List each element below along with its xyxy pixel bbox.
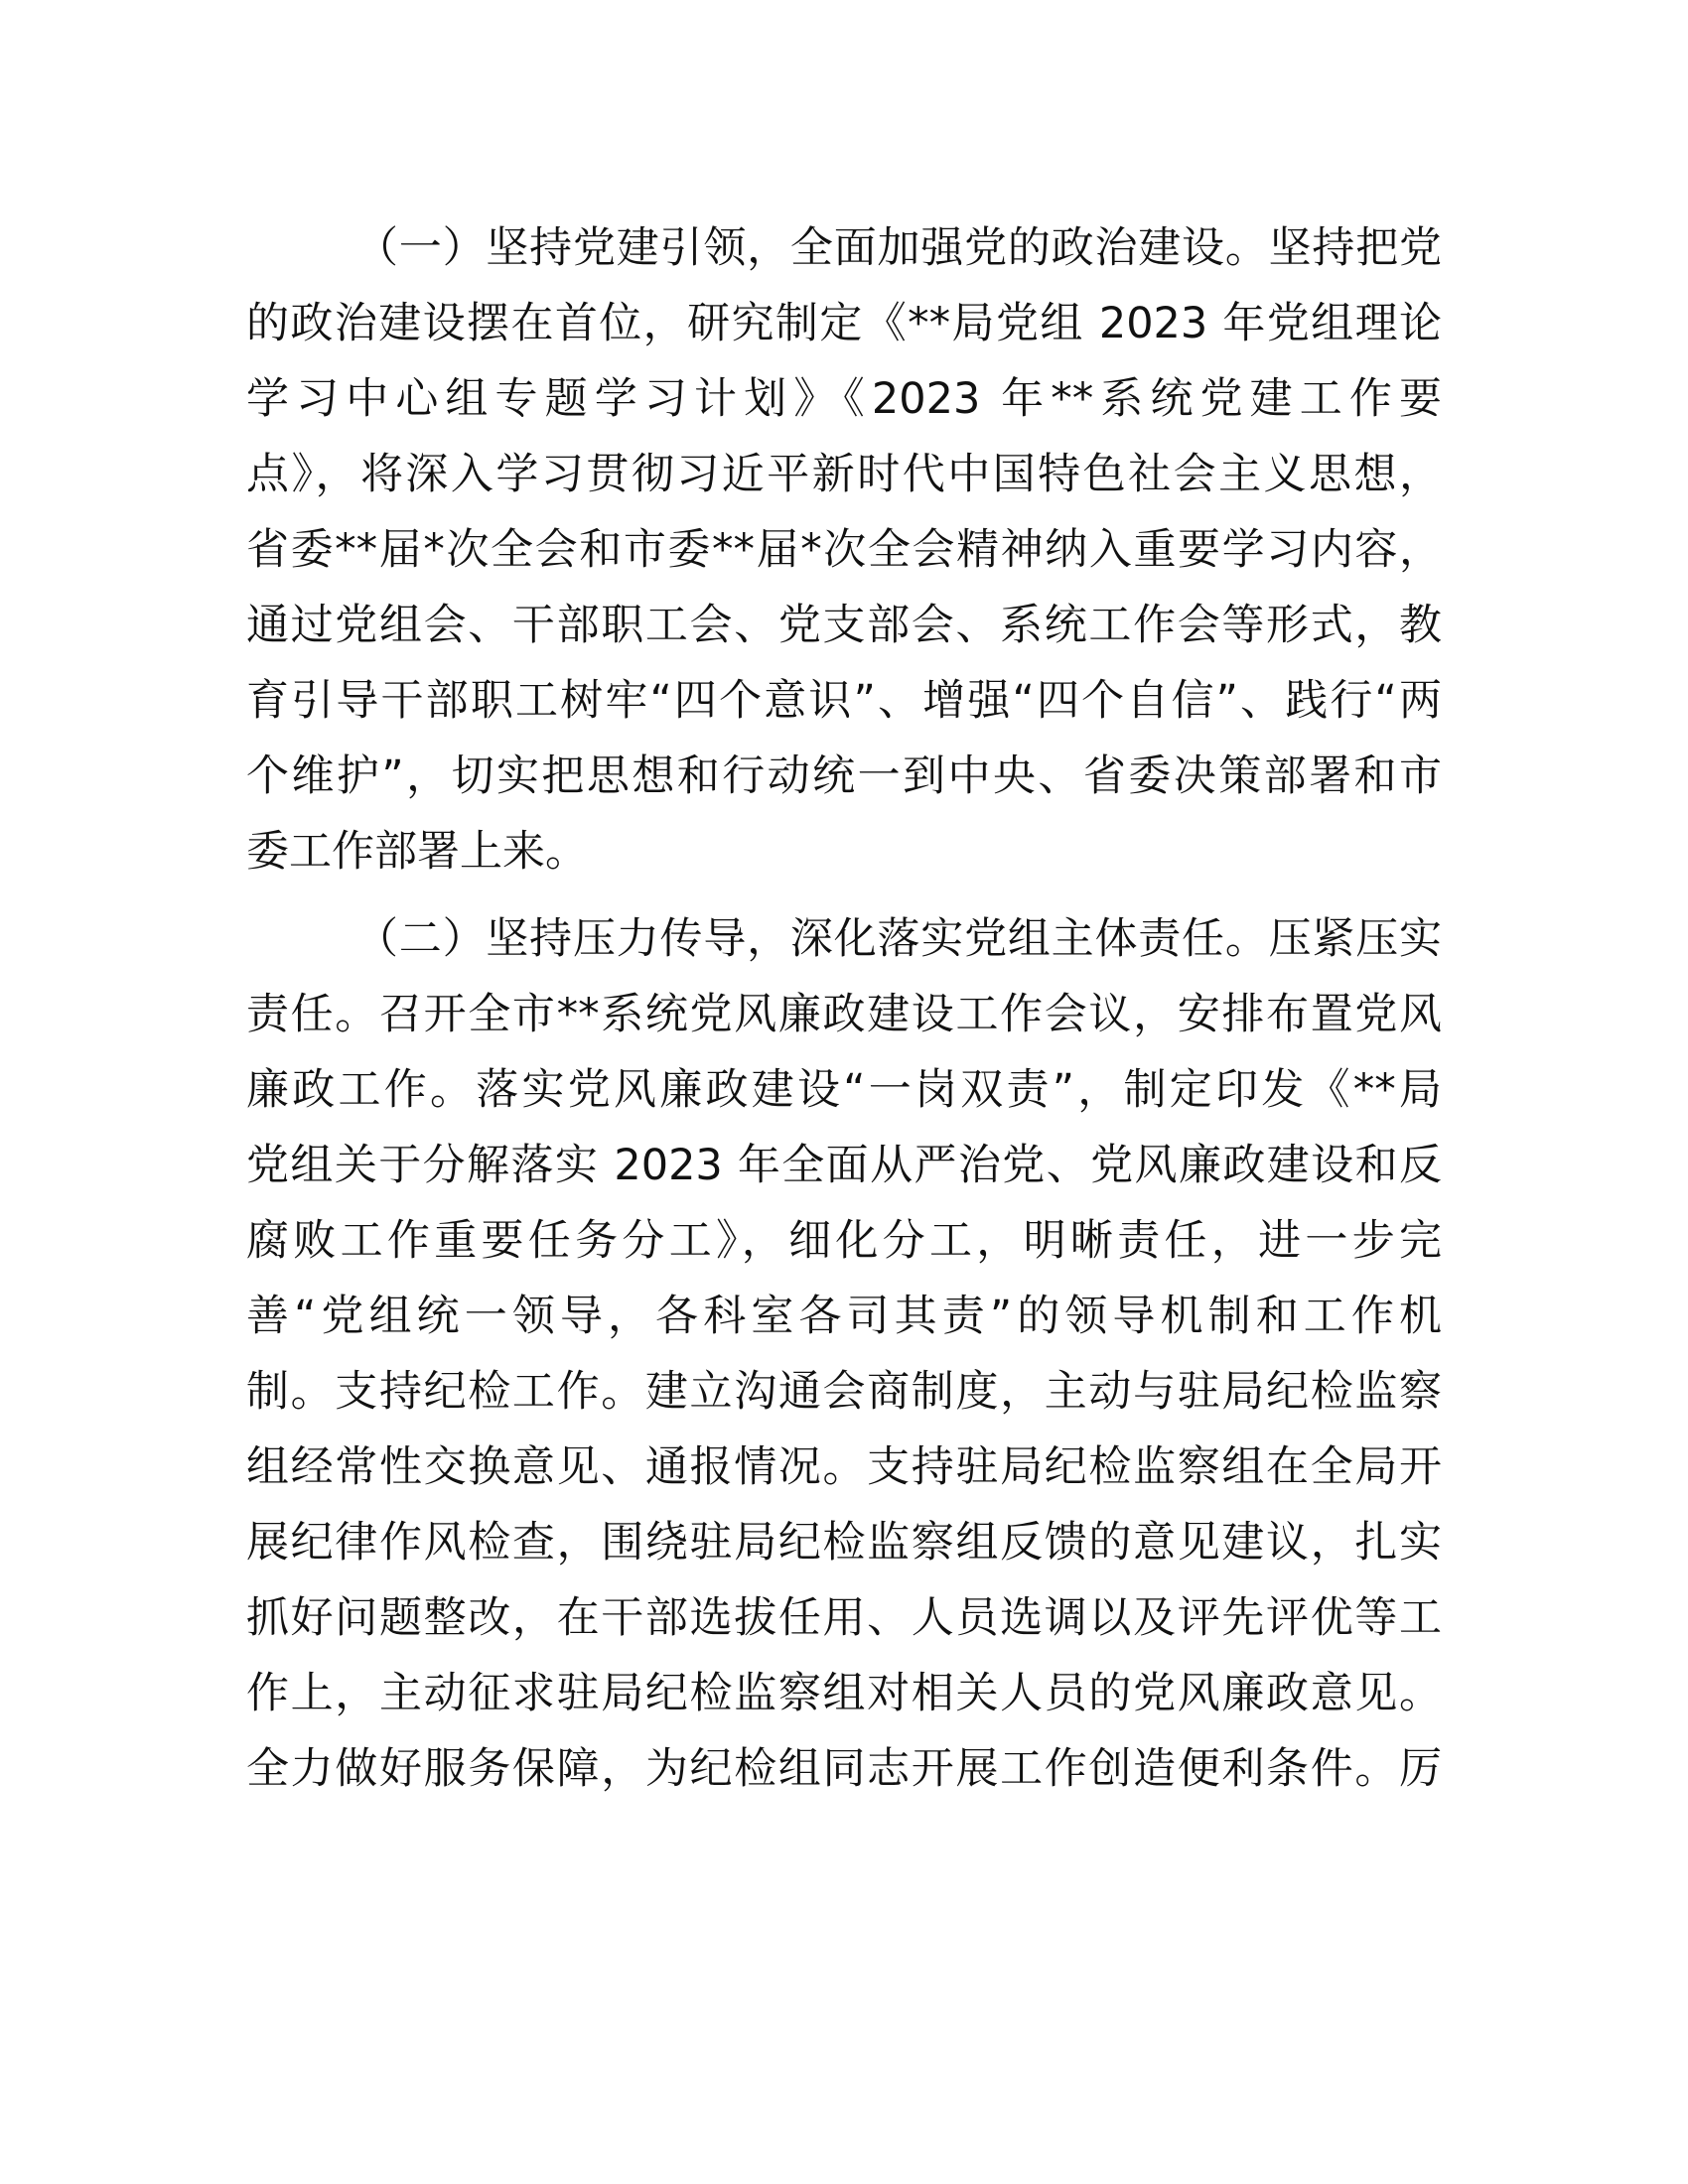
paragraph-line: 党组关于分解落实 2023 年全面从严治党、党风廉政建设和反	[246, 1141, 1442, 1190]
paragraph-1	[246, 210, 1442, 889]
document-body	[246, 210, 1442, 1807]
paragraph-line: 展纪律作风检查，围绕驻局纪检监察组反馈的意见建议，扎实	[246, 1518, 1442, 1568]
paragraph-line: 责任。召开全市**系统党风廉政建设工作会议，安排布置党风	[246, 990, 1442, 1039]
paragraph-line: 制。支持纪检工作。建立沟通会商制度，主动与驻局纪检监察	[246, 1367, 1442, 1417]
paragraph-line: 委工作部署上来。	[246, 827, 588, 877]
paragraph-line: 抓好问题整改，在干部选拔任用、人员选调以及评先评优等工	[246, 1593, 1442, 1643]
paragraph-line: （二）坚持压力传导，深化落实党组主体责任。压紧压实	[355, 914, 1442, 964]
paragraph-line: 作上，主动征求驻局纪检监察组对相关人员的党风廉政意见。	[246, 1669, 1442, 1718]
paragraph-line: （一）坚持党建引领，全面加强党的政治建设。坚持把党	[355, 223, 1442, 273]
paragraph-spacer	[246, 889, 1442, 901]
paragraph-line: 通过党组会、干部职工会、党支部会、系统工作会等形式，教	[246, 601, 1442, 650]
paragraph-line: 廉政工作。落实党风廉政建设“一岗双责”，制定印发《**局	[246, 1065, 1442, 1115]
paragraph-line: 组经常性交换意见、通报情况。支持驻局纪检监察组在全局开	[246, 1442, 1442, 1492]
paragraph-line: 育引导干部职工树牢“四个意识”、增强“四个自信”、践行“两	[246, 676, 1442, 726]
paragraph-line: 善“党组统一领导，各科室各司其责”的领导机制和工作机	[246, 1292, 1442, 1341]
paragraph-line: 全力做好服务保障，为纪检组同志开展工作创造便利条件。厉	[246, 1744, 1442, 1794]
paragraph-line: 个维护”，切实把思想和行动统一到中央、省委决策部署和市	[246, 751, 1442, 801]
paragraph-line: 点》，将深入学习贯彻习近平新时代中国特色社会主义思想，	[246, 450, 1442, 499]
paragraph-line: 腐败工作重要任务分工》，细化分工，明晰责任，进一步完	[246, 1216, 1442, 1266]
paragraph-line: 的政治建设摆在首位，研究制定《**局党组 2023 年党组理论	[246, 299, 1442, 348]
paragraph-2	[246, 901, 1442, 1807]
paragraph-line: 省委**届*次全会和市委**届*次全会精神纳入重要学习内容，	[246, 525, 1442, 575]
paragraph-line: 学习中心组专题学习计划》《2023 年**系统党建工作要	[246, 374, 1442, 424]
